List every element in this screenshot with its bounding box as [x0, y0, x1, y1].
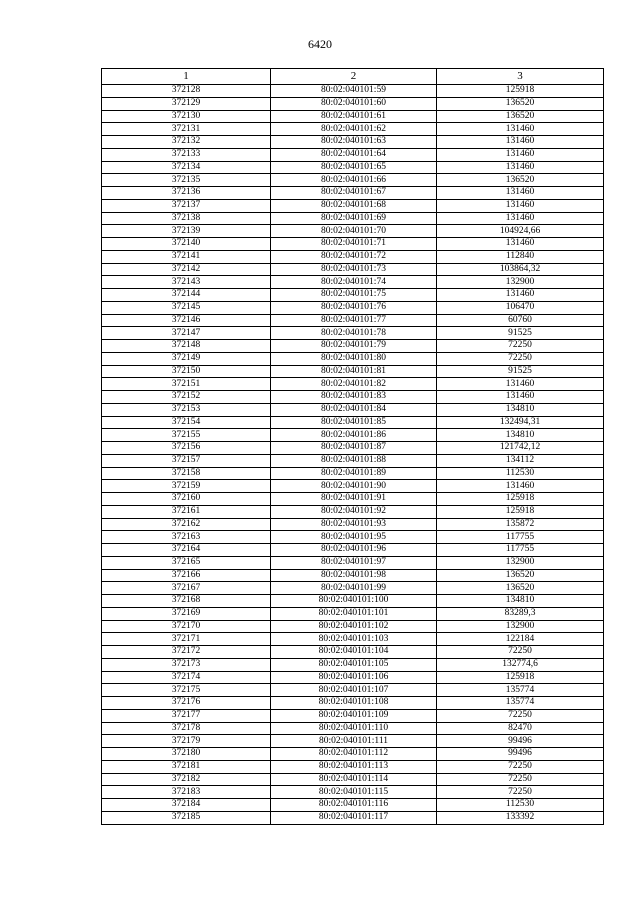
record-number-cell: 372139 [102, 225, 271, 238]
table-row [102, 658, 604, 671]
record-number-cell: 372184 [102, 799, 271, 812]
value-cell: 106470 [437, 301, 604, 314]
record-number-cell: 372163 [102, 531, 271, 544]
cadastral-number-cell: 80:02:040101:64 [271, 148, 437, 161]
cadastral-number-cell: 80:02:040101:91 [271, 493, 437, 506]
record-number-cell: 372141 [102, 250, 271, 263]
table-row [102, 416, 604, 429]
cadastral-number-cell: 80:02:040101:93 [271, 518, 437, 531]
record-number-cell: 372179 [102, 735, 271, 748]
record-number-cell: 372178 [102, 722, 271, 735]
record-number-cell: 372152 [102, 391, 271, 404]
value-cell: 136520 [437, 174, 604, 187]
value-cell: 112530 [437, 467, 604, 480]
value-cell: 131460 [437, 148, 604, 161]
table-row [102, 569, 604, 582]
value-cell: 131460 [437, 238, 604, 251]
table-row [102, 250, 604, 263]
record-number-cell: 372180 [102, 748, 271, 761]
cadastral-number-cell: 80:02:040101:92 [271, 505, 437, 518]
table-row [102, 340, 604, 353]
value-cell: 72250 [437, 786, 604, 799]
record-number-cell: 372154 [102, 416, 271, 429]
cadastral-number-cell: 80:02:040101:116 [271, 799, 437, 812]
table-row [102, 620, 604, 633]
table-row [102, 773, 604, 786]
table-row [102, 556, 604, 569]
record-number-cell: 372131 [102, 123, 271, 136]
record-number-cell: 372158 [102, 467, 271, 480]
table-row [102, 289, 604, 302]
table-row [102, 263, 604, 276]
value-cell: 131460 [437, 187, 604, 200]
record-number-cell: 372138 [102, 212, 271, 225]
cadastral-number-cell: 80:02:040101:108 [271, 697, 437, 710]
table-row [102, 391, 604, 404]
table-row [102, 811, 604, 824]
value-cell: 125918 [437, 505, 604, 518]
value-cell: 72250 [437, 646, 604, 659]
record-number-cell: 372172 [102, 646, 271, 659]
record-number-cell: 372129 [102, 97, 271, 110]
value-cell: 91525 [437, 365, 604, 378]
value-cell: 131460 [437, 161, 604, 174]
cadastral-number-cell: 80:02:040101:69 [271, 212, 437, 225]
table-row [102, 722, 604, 735]
table-row [102, 709, 604, 722]
table-row [102, 174, 604, 187]
value-cell: 72250 [437, 760, 604, 773]
cadastral-number-cell: 80:02:040101:67 [271, 187, 437, 200]
value-cell: 72250 [437, 773, 604, 786]
record-number-cell: 372149 [102, 352, 271, 365]
record-number-cell: 372159 [102, 480, 271, 493]
value-cell: 121742,12 [437, 442, 604, 455]
table-row [102, 531, 604, 544]
value-cell: 131460 [437, 378, 604, 391]
cadastral-number-cell: 80:02:040101:109 [271, 709, 437, 722]
record-number-cell: 372160 [102, 493, 271, 506]
table-row [102, 378, 604, 391]
value-cell: 132494,31 [437, 416, 604, 429]
cadastral-number-cell: 80:02:040101:89 [271, 467, 437, 480]
value-cell: 104924,66 [437, 225, 604, 238]
record-number-cell: 372144 [102, 289, 271, 302]
value-cell: 72250 [437, 340, 604, 353]
value-cell: 91525 [437, 327, 604, 340]
record-number-cell: 372132 [102, 136, 271, 149]
table-row [102, 480, 604, 493]
record-number-cell: 372146 [102, 314, 271, 327]
cadastral-number-cell: 80:02:040101:65 [271, 161, 437, 174]
cadastral-number-cell: 80:02:040101:72 [271, 250, 437, 263]
column-header-2: 2 [271, 69, 437, 85]
value-cell: 131460 [437, 212, 604, 225]
table-row [102, 697, 604, 710]
record-number-cell: 372134 [102, 161, 271, 174]
record-number-cell: 372133 [102, 148, 271, 161]
cadastral-number-cell: 80:02:040101:101 [271, 607, 437, 620]
cadastral-number-cell: 80:02:040101:106 [271, 671, 437, 684]
value-cell: 134112 [437, 454, 604, 467]
table-row [102, 301, 604, 314]
value-cell: 112840 [437, 250, 604, 263]
cadastral-number-cell: 80:02:040101:66 [271, 174, 437, 187]
table-row [102, 136, 604, 149]
table-row [102, 314, 604, 327]
record-number-cell: 372140 [102, 238, 271, 251]
cadastral-number-cell: 80:02:040101:115 [271, 786, 437, 799]
cadastral-number-cell: 80:02:040101:112 [271, 748, 437, 761]
value-cell: 135774 [437, 684, 604, 697]
value-cell: 72250 [437, 352, 604, 365]
table-row [102, 85, 604, 98]
table-row [102, 760, 604, 773]
value-cell: 72250 [437, 709, 604, 722]
record-number-cell: 372162 [102, 518, 271, 531]
table-row [102, 493, 604, 506]
cadastral-number-cell: 80:02:040101:82 [271, 378, 437, 391]
value-cell: 125918 [437, 85, 604, 98]
cadastral-number-cell: 80:02:040101:75 [271, 289, 437, 302]
cadastral-number-cell: 80:02:040101:81 [271, 365, 437, 378]
cadastral-number-cell: 80:02:040101:114 [271, 773, 437, 786]
record-number-cell: 372165 [102, 556, 271, 569]
record-number-cell: 372181 [102, 760, 271, 773]
data-table [101, 68, 604, 825]
cadastral-number-cell: 80:02:040101:74 [271, 276, 437, 289]
record-number-cell: 372155 [102, 429, 271, 442]
table-row [102, 352, 604, 365]
record-number-cell: 372145 [102, 301, 271, 314]
value-cell: 135774 [437, 697, 604, 710]
cadastral-number-cell: 80:02:040101:73 [271, 263, 437, 276]
table-row [102, 505, 604, 518]
value-cell: 131460 [437, 289, 604, 302]
value-cell: 131460 [437, 123, 604, 136]
cadastral-number-cell: 80:02:040101:95 [271, 531, 437, 544]
table-row [102, 646, 604, 659]
value-cell: 117755 [437, 544, 604, 557]
record-number-cell: 372150 [102, 365, 271, 378]
record-number-cell: 372173 [102, 658, 271, 671]
table-row [102, 442, 604, 455]
value-cell: 117755 [437, 531, 604, 544]
record-number-cell: 372171 [102, 633, 271, 646]
table-row [102, 467, 604, 480]
cadastral-number-cell: 80:02:040101:84 [271, 403, 437, 416]
record-number-cell: 372143 [102, 276, 271, 289]
cadastral-number-cell: 80:02:040101:107 [271, 684, 437, 697]
table-row [102, 199, 604, 212]
header-row [102, 69, 604, 85]
cadastral-number-cell: 80:02:040101:88 [271, 454, 437, 467]
table-row [102, 327, 604, 340]
cadastral-number-cell: 80:02:040101:62 [271, 123, 437, 136]
table-row [102, 123, 604, 136]
cadastral-number-cell: 80:02:040101:113 [271, 760, 437, 773]
record-number-cell: 372185 [102, 811, 271, 824]
table-row [102, 582, 604, 595]
value-cell: 132900 [437, 276, 604, 289]
value-cell: 122184 [437, 633, 604, 646]
value-cell: 133392 [437, 811, 604, 824]
table-row [102, 110, 604, 123]
cadastral-number-cell: 80:02:040101:102 [271, 620, 437, 633]
record-number-cell: 372151 [102, 378, 271, 391]
record-number-cell: 372142 [102, 263, 271, 276]
record-number-cell: 372168 [102, 595, 271, 608]
value-cell: 125918 [437, 493, 604, 506]
cadastral-number-cell: 80:02:040101:96 [271, 544, 437, 557]
cadastral-number-cell: 80:02:040101:117 [271, 811, 437, 824]
record-number-cell: 372161 [102, 505, 271, 518]
record-number-cell: 372128 [102, 85, 271, 98]
record-number-cell: 372174 [102, 671, 271, 684]
table-row [102, 518, 604, 531]
table-row [102, 225, 604, 238]
cadastral-number-cell: 80:02:040101:80 [271, 352, 437, 365]
record-number-cell: 372135 [102, 174, 271, 187]
value-cell: 131460 [437, 199, 604, 212]
value-cell: 134810 [437, 595, 604, 608]
record-number-cell: 372182 [102, 773, 271, 786]
column-header-1: 1 [102, 69, 271, 85]
table-row [102, 403, 604, 416]
record-number-cell: 372153 [102, 403, 271, 416]
table-row [102, 212, 604, 225]
cadastral-number-cell: 80:02:040101:77 [271, 314, 437, 327]
record-number-cell: 372148 [102, 340, 271, 353]
cadastral-number-cell: 80:02:040101:85 [271, 416, 437, 429]
table-row [102, 633, 604, 646]
cadastral-number-cell: 80:02:040101:59 [271, 85, 437, 98]
value-cell: 134810 [437, 403, 604, 416]
value-cell: 60760 [437, 314, 604, 327]
record-number-cell: 372147 [102, 327, 271, 340]
column-header-3: 3 [437, 69, 604, 85]
table-row [102, 454, 604, 467]
record-number-cell: 372136 [102, 187, 271, 200]
cadastral-number-cell: 80:02:040101:90 [271, 480, 437, 493]
table-row [102, 238, 604, 251]
cadastral-number-cell: 80:02:040101:60 [271, 97, 437, 110]
cadastral-number-cell: 80:02:040101:61 [271, 110, 437, 123]
cadastral-number-cell: 80:02:040101:110 [271, 722, 437, 735]
cadastral-number-cell: 80:02:040101:104 [271, 646, 437, 659]
value-cell: 136520 [437, 110, 604, 123]
table-row [102, 148, 604, 161]
cadastral-number-cell: 80:02:040101:78 [271, 327, 437, 340]
value-cell: 112530 [437, 799, 604, 812]
table-row [102, 429, 604, 442]
value-cell: 135872 [437, 518, 604, 531]
table-row [102, 799, 604, 812]
table-row [102, 786, 604, 799]
record-number-cell: 372177 [102, 709, 271, 722]
cadastral-number-cell: 80:02:040101:97 [271, 556, 437, 569]
table-row [102, 365, 604, 378]
record-number-cell: 372167 [102, 582, 271, 595]
value-cell: 131460 [437, 480, 604, 493]
table-row [102, 161, 604, 174]
table-row [102, 735, 604, 748]
value-cell: 82470 [437, 722, 604, 735]
table-row [102, 595, 604, 608]
value-cell: 132774,6 [437, 658, 604, 671]
value-cell: 132900 [437, 556, 604, 569]
record-number-cell: 372156 [102, 442, 271, 455]
record-number-cell: 372175 [102, 684, 271, 697]
record-number-cell: 372169 [102, 607, 271, 620]
value-cell: 132900 [437, 620, 604, 633]
cadastral-number-cell: 80:02:040101:83 [271, 391, 437, 404]
value-cell: 136520 [437, 582, 604, 595]
value-cell: 134810 [437, 429, 604, 442]
table-row [102, 607, 604, 620]
cadastral-number-cell: 80:02:040101:86 [271, 429, 437, 442]
table-row [102, 671, 604, 684]
table-row [102, 276, 604, 289]
cadastral-number-cell: 80:02:040101:71 [271, 238, 437, 251]
cadastral-number-cell: 80:02:040101:68 [271, 199, 437, 212]
cadastral-number-cell: 80:02:040101:76 [271, 301, 437, 314]
record-number-cell: 372176 [102, 697, 271, 710]
cadastral-number-cell: 80:02:040101:111 [271, 735, 437, 748]
cadastral-number-cell: 80:02:040101:79 [271, 340, 437, 353]
value-cell: 125918 [437, 671, 604, 684]
record-number-cell: 372130 [102, 110, 271, 123]
cadastral-number-cell: 80:02:040101:87 [271, 442, 437, 455]
cadastral-number-cell: 80:02:040101:103 [271, 633, 437, 646]
table-row [102, 544, 604, 557]
value-cell: 136520 [437, 569, 604, 582]
table-row [102, 187, 604, 200]
record-number-cell: 372137 [102, 199, 271, 212]
record-number-cell: 372183 [102, 786, 271, 799]
record-number-cell: 372170 [102, 620, 271, 633]
table-row [102, 748, 604, 761]
record-number-cell: 372166 [102, 569, 271, 582]
cadastral-number-cell: 80:02:040101:100 [271, 595, 437, 608]
record-number-cell: 372157 [102, 454, 271, 467]
cadastral-number-cell: 80:02:040101:105 [271, 658, 437, 671]
page-number: 6420 [308, 37, 332, 51]
table-body [102, 85, 604, 825]
cadastral-number-cell: 80:02:040101:99 [271, 582, 437, 595]
record-number-cell: 372164 [102, 544, 271, 557]
value-cell: 131460 [437, 136, 604, 149]
value-cell: 131460 [437, 391, 604, 404]
value-cell: 103864,32 [437, 263, 604, 276]
value-cell: 99496 [437, 735, 604, 748]
value-cell: 99496 [437, 748, 604, 761]
cadastral-number-cell: 80:02:040101:70 [271, 225, 437, 238]
value-cell: 136520 [437, 97, 604, 110]
table-row [102, 684, 604, 697]
value-cell: 83289,3 [437, 607, 604, 620]
cadastral-number-cell: 80:02:040101:98 [271, 569, 437, 582]
table-row [102, 97, 604, 110]
cadastral-number-cell: 80:02:040101:63 [271, 136, 437, 149]
